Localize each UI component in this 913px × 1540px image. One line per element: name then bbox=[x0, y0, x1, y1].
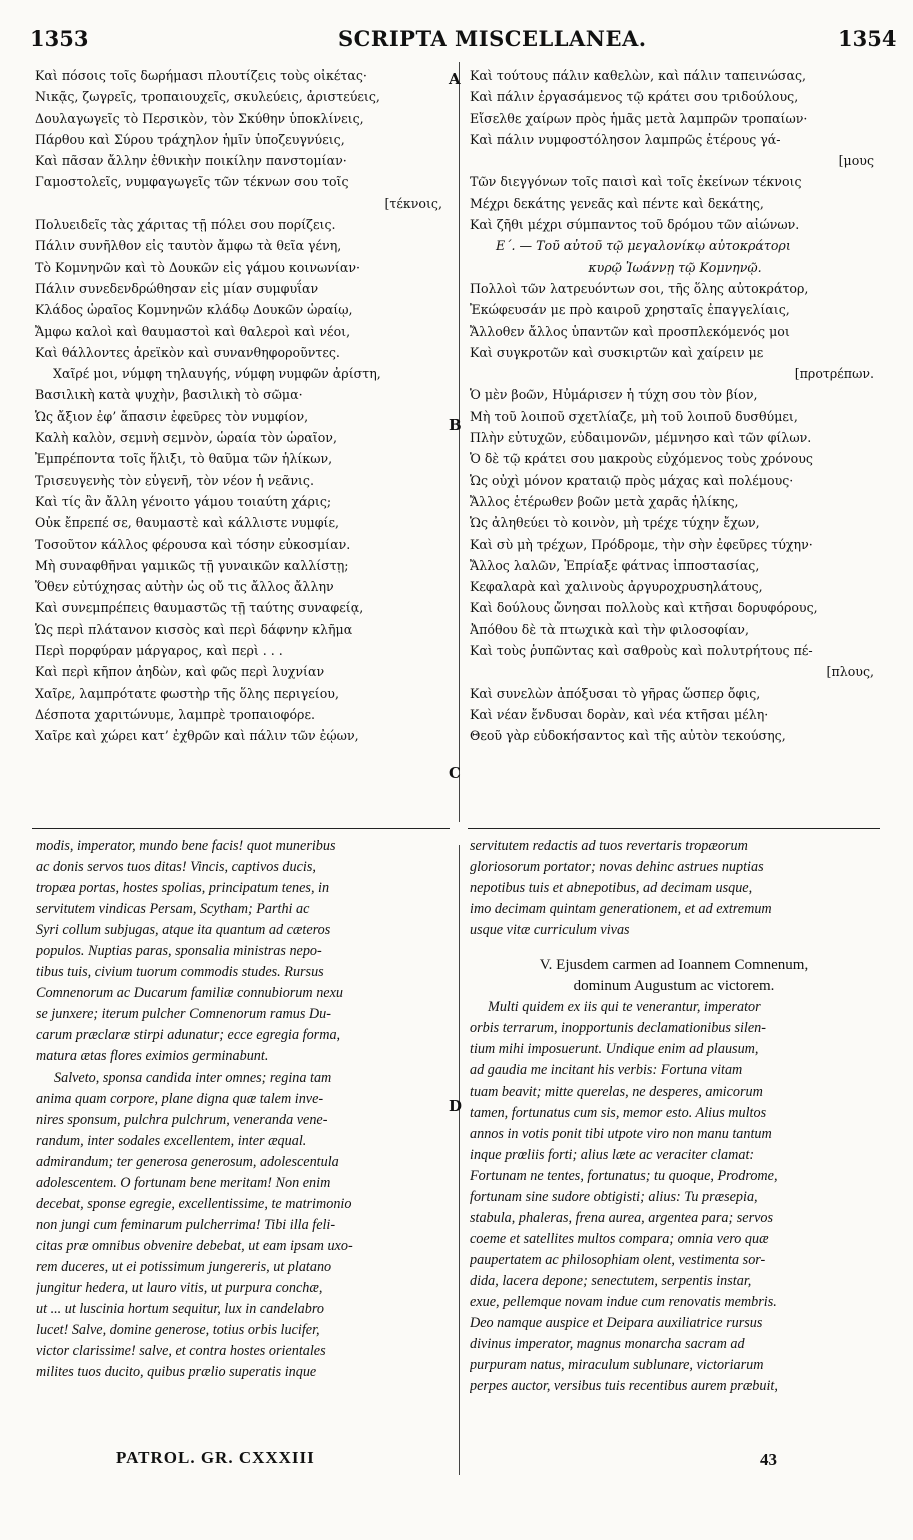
latin-line: divinus imperator, magnus monarcha sacram ad bbox=[470, 1336, 745, 1353]
verse-line: Δέσποτα χαριτώνυμε, λαμπρὲ τροπαιοφόρε. bbox=[35, 706, 315, 722]
verse-line-runover: [πλους, bbox=[826, 664, 874, 680]
latin-line: non jungi cum feminarum pulcherrima! Tibi illa feli- bbox=[36, 1216, 336, 1233]
verse-line: Καὶ σὺ μὴ τρέχων, Πρόδρομε, τὴν σὴν ἐφεῦρες τύχην· bbox=[470, 536, 813, 552]
verse-line: Δουλαγωγεῖς τὸ Περσικὸν, τὸν Σκύθην ὑποκλίνεις, bbox=[35, 110, 364, 126]
verse-line: Βασιλικὴ κατὰ ψυχὴν, βασιλικὴ τὸ σῶμα· bbox=[35, 387, 303, 403]
verse-line: Καὶ τίς ἂν ἄλλη γένοιτο γάμου τοιαύτη χάρις; bbox=[35, 493, 332, 509]
page-number-left: 1353 bbox=[30, 26, 89, 51]
verse-line: Ὁ μὲν βοῶν, Ηὐμάρισεν ἡ τύχη σου τὸν βίον, bbox=[470, 387, 758, 403]
latin-line: orbis terrarum, inopportunis declamationibus silen- bbox=[470, 1020, 766, 1037]
latin-line: Syri collum subjugas, atque ita quantum ad cæteros bbox=[36, 922, 331, 939]
latin-line: lucet! Salve, domine generose, totius orbis lucifer, bbox=[36, 1322, 320, 1339]
latin-line: fortunam sine sudore obtigisti; alius: Tu præsepia, bbox=[470, 1188, 758, 1205]
footer-signature: PATROL. GR. CXXXIII bbox=[116, 1448, 315, 1467]
verse-line: Καὶ νέαν ἔνδυσαι δορὰν, καὶ νέα κτῆσαι μέλη· bbox=[470, 706, 769, 722]
latin-line: Comnenorum ac Ducarum familiæ connubiorum nexu bbox=[36, 985, 343, 1002]
footer-signature-number: 43 bbox=[760, 1450, 777, 1469]
latin-line: milites tuos ducito, quibus prælio superatis inque bbox=[36, 1364, 317, 1381]
verse-line: Πολλοὶ τῶν λατρευόντων σοι, τῆς ὅλης αὐτοκράτορ, bbox=[470, 280, 809, 296]
latin-line: anima quam corpore, plane digna quæ talem inve- bbox=[36, 1090, 324, 1107]
latin-line: servitutem redactis ad tuos revertaris tropæorum bbox=[470, 838, 748, 854]
verse-line: Ὅθεν εὐτύχησας αὐτὴν ὡς οὔ τις ἄλλος ἄλλην bbox=[35, 579, 334, 595]
latin-line: modis, imperator, mundo bene facis! quot muneribus bbox=[36, 838, 336, 854]
verse-line: Ὡς ἄξιον ἐφ’ ἅπασιν ἐφεῦρες τὸν νυμφίον, bbox=[35, 408, 309, 424]
latin-line: tamen, fortunatus cum sis, memor esto. Alius multos bbox=[470, 1104, 767, 1121]
verse-line: Τὸ Κομνηνῶν καὶ τὸ Δουκῶν εἰς γάμου κοινωνίαν· bbox=[35, 259, 360, 275]
latin-line: perpes auctor, versibus tuis recentibus aurem præbuit, bbox=[470, 1378, 778, 1395]
verse-line: Καὶ περὶ κῆπον ἀηδὼν, καὶ φῶς περὶ λυχνίαν bbox=[35, 664, 325, 680]
verse-line: Ἄλλος ἑτέρωθεν βοῶν μετὰ χαρᾶς ἡλίκης, bbox=[470, 493, 739, 509]
poem-heading-cont: κυρῷ Ἰωάννῃ τῷ Κομνηνῷ. bbox=[588, 259, 762, 275]
verse-line: Πάρθου καὶ Σύρου τράχηλον ἡμῖν ὑποζευγνύεις, bbox=[35, 131, 345, 147]
latin-line: ac donis servos tuos ditas! Vincis, captivos ducis, bbox=[36, 859, 316, 876]
column-divider-top bbox=[459, 62, 460, 822]
latin-line: Deo namque auspice et Deipara auxiliatrice rursus bbox=[470, 1315, 763, 1332]
greek-left-column bbox=[35, 65, 448, 747]
verse-line-runover: [τέκνοις, bbox=[384, 195, 442, 211]
latin-left-column bbox=[36, 836, 446, 1383]
verse-line: Καὶ πάλιν ἐργασάμενος τῷ κράτει σου τριδούλους, bbox=[470, 89, 799, 105]
verse-line: Περὶ πορφύραν μάργαρος, καὶ περὶ . . . bbox=[35, 643, 283, 659]
verse-line: Ἄλλος λαλῶν, Ἐπρίαξε φάτνας ἱπποστασίας, bbox=[470, 557, 760, 573]
latin-line: imo decimam quintam generationem, et ad extremum bbox=[470, 901, 772, 918]
greek-right-column bbox=[470, 65, 880, 747]
verse-line: Ὡς περὶ πλάτανον κισσὸς καὶ περὶ δάφνην κλῆμα bbox=[35, 621, 353, 637]
latin-line: purpuram natus, miraculum sublunare, victoriarum bbox=[470, 1357, 764, 1374]
verse-line: Χαῖρε, λαμπρότατε φωστὴρ τῆς ὅλης περιγείου, bbox=[35, 685, 339, 701]
latin-line: dida, lacera depone; senectutem, serpentis instar, bbox=[470, 1272, 752, 1289]
latin-line: nepotibus tuis et abnepotibus, ad decimam usque, bbox=[470, 880, 753, 897]
latin-line: randum, inter sodales excellentem, inter æqual. bbox=[36, 1132, 307, 1149]
latin-line: paupertatem ac philosophiam olent, vestimenta sor- bbox=[470, 1251, 766, 1268]
verse-line-runover: [προτρέπων. bbox=[794, 366, 874, 382]
margin-letter-a: A bbox=[449, 70, 461, 88]
margin-letter-b: B bbox=[449, 416, 462, 434]
latin-line: matura ætas flores eximios germinabunt. bbox=[36, 1048, 269, 1065]
latin-line: tium mihi imposuerunt. Undique enim ad plausum, bbox=[470, 1041, 759, 1058]
section-rule-left bbox=[32, 828, 450, 829]
latin-line: jungitur hedera, ut lauro vitis, ut purpura conchæ, bbox=[36, 1279, 323, 1296]
latin-line: Salveto, sponsa candida inter omnes; regina tam bbox=[54, 1069, 332, 1086]
latin-line: victor clarissime! salve, et contra hostes orientales bbox=[36, 1343, 326, 1360]
latin-line: stabula, phaleras, frena aurea, argentea para; servos bbox=[470, 1209, 774, 1226]
latin-line: carum præclaræ stirpi adunatur; ecce egregia forma, bbox=[36, 1027, 341, 1044]
verse-line: Πάλιν συνεδενδρώθησαν εἰς μίαν συμφυΐαν bbox=[35, 280, 319, 296]
verse-line: Καὶ δούλους ὤνησαι πολλοὺς καὶ κτῆσαι δορυφόρους, bbox=[470, 600, 818, 616]
latin-line: exue, pellemque novam indue cum renovatis membris. bbox=[470, 1293, 777, 1310]
latin-line: ut ... ut luscinia hortum sequitur, lux in candelabro bbox=[36, 1301, 324, 1318]
latin-line: se junxere; iterum pulcher Comnenorum ramus Du- bbox=[36, 1006, 331, 1023]
verse-line: Ὡς οὐχὶ μόνον κραταιῷ πρὸς μάχας καὶ πολέμους· bbox=[470, 472, 794, 488]
verse-line: Πλὴν εὐτυχῶν, εὐδαιμονῶν, μέμνησο καὶ τῶν φίλων. bbox=[470, 430, 812, 446]
verse-line: Πάλιν συνῆλθον εἰς ταυτὸν ἄμφω τὰ θεῖα γένη, bbox=[35, 238, 342, 254]
running-title: SCRIPTA MISCELLANEA. bbox=[338, 26, 647, 51]
latin-line: coeme et satellites multos compara; omnia vero quæ bbox=[470, 1230, 769, 1247]
verse-line: Καὶ θάλλοντες ἀρεϊκὸν καὶ συνανθηφοροῦντες. bbox=[35, 344, 340, 360]
latin-line: tibus tuis, civium tuorum commodis studes. Rursus bbox=[36, 964, 324, 981]
verse-line: Μέχρι δεκάτης γενεᾶς καὶ πέντε καὶ δεκάτης, bbox=[470, 195, 764, 211]
latin-line: Fortunam ne tentes, fortunatus; tu quoque, Prodrome, bbox=[470, 1167, 778, 1184]
verse-line: Ἀπόθου δὲ τὰ πτωχικὰ καὶ τὴν φιλοσοφίαν, bbox=[470, 621, 749, 637]
latin-line: ad gaudia me incitant his verbis: Fortuna vitam bbox=[470, 1062, 743, 1079]
verse-line: Θεοῦ γὰρ εὐδοκήσαντος καὶ τῆς αὐτὸν τεκούσης, bbox=[470, 728, 786, 744]
verse-line: Καὶ τοὺς ῥυπῶντας καὶ σαθροὺς καὶ πολυτρήτους πέ- bbox=[470, 643, 813, 659]
latin-line: usque vitæ curriculum vivas bbox=[470, 922, 630, 939]
latin-line: annos in votis ponit tibi utpote viro non manu tantum bbox=[470, 1125, 772, 1142]
latin-line: rem duceres, ut ei potissimum jungereris, ut platano bbox=[36, 1258, 332, 1275]
verse-line: Καὶ συγκροτῶν καὶ συσκιρτῶν καὶ χαίρειν με bbox=[470, 344, 764, 360]
latin-line: inque prœliis forti; alius læte ac veraciter clamat: bbox=[470, 1146, 755, 1163]
verse-line: Γαμοστολεῖς, νυμφαγωγεῖς τῶν τέκνων σου τοῖς bbox=[35, 174, 349, 190]
latin-line: admirandum; ter generosa generosum, adolescentula bbox=[36, 1153, 339, 1170]
verse-line: Καὶ πάλιν νυμφοστόλησον λαμπρῶς ἑτέρους γά- bbox=[470, 131, 781, 147]
verse-line: Πολυειδεῖς τὰς χάριτας τῇ πόλει σου πορίζεις. bbox=[35, 217, 336, 233]
verse-line: Ἐμπρέποντα τοῖς ἥλιξι, τὸ θαῦμα τῶν ἡλίκων, bbox=[35, 451, 333, 467]
verse-line: Μὴ συναφθῆναι γαμικῶς τῇ γυναικῶν καλλίστῃ; bbox=[35, 557, 349, 573]
verse-line: Ὡς ἀληθεύει τὸ κοινὸν, μὴ τρέχε τύχην ἔχων, bbox=[470, 515, 760, 531]
latin-right-column bbox=[470, 836, 878, 1397]
verse-line: Μὴ τοῦ λοιποῦ σχετλίαζε, μὴ τοῦ λοιποῦ δυσθύμει, bbox=[470, 408, 798, 424]
verse-line: Τρισευγενὴς τὸν εὐγενῆ, τὸν νέον ἡ νεᾶνις. bbox=[35, 472, 314, 488]
latin-line: nires sponsum, pulchra pulchrum, veneranda vene- bbox=[36, 1111, 328, 1128]
margin-letter-c: C bbox=[449, 764, 461, 782]
verse-line: Τοσοῦτον κάλλος φέρουσα καὶ τόσην εὐκοσμίαν. bbox=[35, 536, 351, 552]
verse-line: Κλάδος ὡραῖος Κομνηνῶν κλάδῳ Δουκῶν ὡραίῳ, bbox=[35, 302, 353, 318]
verse-line: Καλὴ καλὸν, σεμνὴ σεμνὸν, ὡραία τὸν ὡραῖον, bbox=[35, 430, 337, 446]
verse-line: Ὁ δὲ τῷ κράτει σου μακροὺς εὐχόμενος τοὺς χρόνους bbox=[470, 451, 813, 467]
verse-line: Ἐκώφευσάν με πρὸ καιροῦ χρησταῖς ἐπαγγελίαις, bbox=[470, 302, 790, 318]
latin-line: adolescentem. O fortunam bene meritam! Non enim bbox=[36, 1174, 331, 1191]
latin-line: tuam beavit; mitte querelas, ne desperes, amicorum bbox=[470, 1083, 763, 1100]
verse-line-runover: [μους bbox=[838, 153, 874, 169]
latin-line: decebat, sponse egregie, excellentissime, te matrimonio bbox=[36, 1195, 352, 1212]
margin-letter-d: D bbox=[449, 1097, 463, 1115]
verse-line: Καὶ πόσοις τοῖς δωρήμασι πλουτίζεις τοὺς οἰκέτας· bbox=[35, 68, 367, 83]
verse-line: Οὐκ ἔπρεπέ σε, θαυμαστὲ καὶ κάλλιστε νυμφίε, bbox=[35, 515, 339, 531]
column-divider-bottom bbox=[459, 845, 460, 1475]
verse-line: Καὶ πᾶσαν ἄλλην ἐθνικὴν ποικίλην πανστομίαν· bbox=[35, 153, 347, 169]
verse-line: Καὶ συνεμπρέπεις θαυμαστῶς τῇ ταύτης συναφείᾳ, bbox=[35, 600, 364, 616]
verse-line: Χαῖρέ μοι, νύμφη τηλαυγής, νύμφη νυμφῶν ἀρίστη, bbox=[53, 366, 381, 382]
verse-line: Χαῖρε καὶ χώρει κατ’ ἐχθρῶν καὶ πάλιν τῶν ἐῴων, bbox=[35, 728, 359, 744]
latin-line: Multi quidem ex iis qui te venerantur, imperator bbox=[488, 999, 761, 1016]
verse-line: Καὶ ζῆθι μέχρι σύμπαντος τοῦ δρόμου τῶν αἰώνων. bbox=[470, 217, 800, 233]
latin-poem-heading-cont: dominum Augustum ac victorem. bbox=[573, 978, 775, 995]
verse-line: Ἄμφω καλοὶ καὶ θαυμαστοὶ καὶ θαλεροὶ καὶ νέοι, bbox=[35, 323, 351, 339]
latin-line: tropæa portas, hostes spolias, principatum tenes, in bbox=[36, 880, 330, 897]
verse-line: Καὶ συνελὼν ἀπόξυσαι τὸ γῆρας ὥσπερ ὄφις, bbox=[470, 685, 761, 701]
latin-poem-heading: V. Ejusdem carmen ad Ioannem Comnenum, bbox=[539, 957, 809, 974]
section-rule-right bbox=[468, 828, 880, 829]
latin-line: citas præ omnibus obvenire debebat, ut eam ipsam uxo- bbox=[36, 1237, 353, 1254]
verse-line: Εἴσελθε χαίρων πρὸς ἡμᾶς μετὰ λαμπρῶν τροπαίων· bbox=[470, 110, 808, 126]
latin-line: gloriosorum portator; novas dehinc astrues nuptias bbox=[470, 859, 764, 876]
verse-line: Κεφαλαρὰ καὶ χαλινοὺς ἀργυροχρυσηλάτους, bbox=[470, 579, 763, 595]
page-number-right: 1354 bbox=[838, 26, 897, 51]
latin-line: populos. Nuptias paras, sponsalia ministras nepo- bbox=[36, 943, 322, 960]
verse-line: Ἄλλοθεν ἄλλος ὑπαντῶν καὶ προσπλεκόμενός μοι bbox=[470, 323, 790, 339]
verse-line: Τῶν διεγγόνων τοῖς παισὶ καὶ τοῖς ἐκείνων τέκνοις bbox=[470, 174, 802, 190]
latin-line: servitutem vindicas Persam, Scytham; Parthi ac bbox=[36, 901, 310, 918]
verse-line: Νικᾷς, ζωγρεῖς, τροπαιουχεῖς, σκυλεύεις, ἀριστεύεις, bbox=[35, 89, 380, 105]
poem-heading: Ε΄. — Τοῦ αὐτοῦ τῷ μεγαλονίκῳ αὐτοκράτορι bbox=[496, 238, 791, 254]
verse-line: Καὶ τούτους πάλιν καθελὼν, καὶ πάλιν ταπεινώσας, bbox=[470, 68, 807, 83]
